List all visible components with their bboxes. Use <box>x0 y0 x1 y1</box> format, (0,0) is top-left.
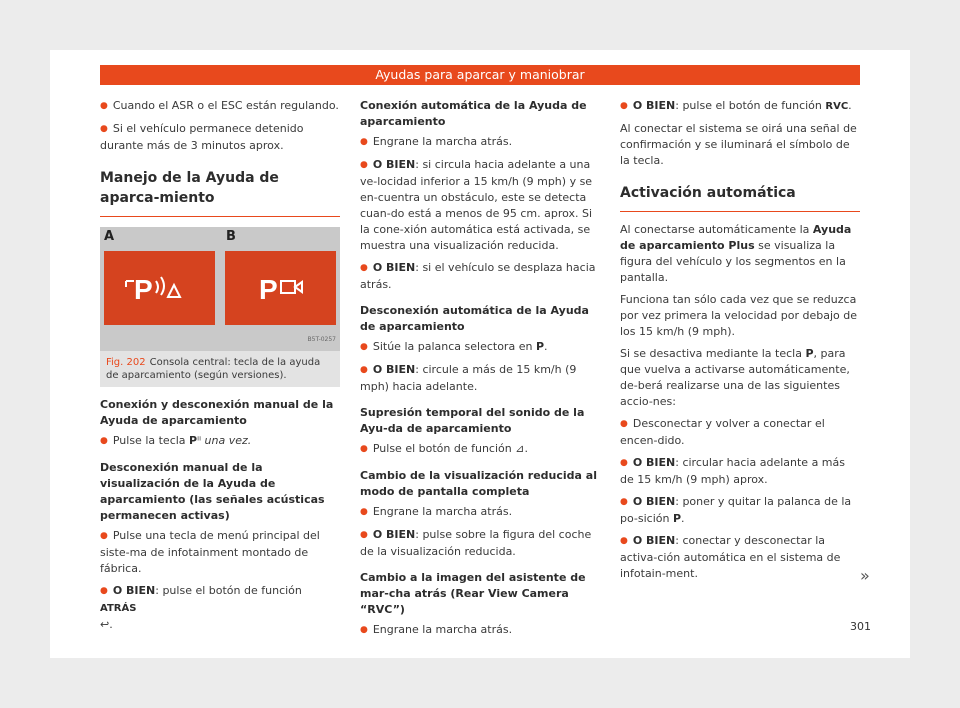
page-header: Ayudas para aparcar y maniobrar <box>100 65 860 85</box>
parking-key-icon: P <box>189 434 198 447</box>
bullet-icon: ● <box>360 342 368 352</box>
parking-sensor-icon <box>104 251 215 325</box>
list-item: ● O BIEN: poner y quitar la palanca de la po-sición P. <box>620 495 852 525</box>
list-item: ● O BIEN: circular hacia adelante a más de 15 km/h (9 mph) aprox. <box>620 456 845 486</box>
bullet-icon: ● <box>620 536 628 546</box>
bullet-icon: ● <box>360 263 368 273</box>
column-2 <box>360 98 600 645</box>
list-item: ● O BIEN: pulse el botón de función RVC. <box>620 99 852 112</box>
list-item: ● Desconectar y volver a conectar el encen-dido. <box>620 417 825 447</box>
back-arrow-icon: ↩. <box>100 618 113 631</box>
bullet-icon: ● <box>100 531 108 541</box>
list-item: ● Engrane la marcha atrás. <box>360 505 513 518</box>
subheading: Cambio a la imagen del asistente de mar-cha atrás (Rear View Camera “RVC”) <box>360 571 586 616</box>
list-item: ● Si el vehículo permanece detenido durante más de 3 minutos aprox. <box>100 122 304 152</box>
parking-camera-icon <box>225 251 336 325</box>
list-item: ● Engrane la marcha atrás. <box>360 135 513 148</box>
list-item: ● Pulse una tecla de menú principal del siste-ma de infotainment montado de fábrica. <box>100 529 320 575</box>
paragraph: Al conectarse automáticamente la Ayuda de aparcamiento Plus se visualiza la figura del vehículo y los segmentos en la pantalla. <box>620 223 852 284</box>
subheading: Conexión automática de la Ayuda de aparcamiento <box>360 99 587 128</box>
column-1 <box>100 98 340 639</box>
column-3 <box>620 98 860 588</box>
bullet-icon: ● <box>360 507 368 517</box>
parking-button-panel-b <box>225 251 336 325</box>
list-item: ● Sitúe la palanca selectora en P. <box>360 340 548 353</box>
bullet-icon: ● <box>620 497 628 507</box>
svg-text:P: P <box>134 274 153 305</box>
page-number: 301 <box>850 620 871 633</box>
list-item: ● O BIEN: conectar y desconectar la activa-ción automática en el sistema de infotain-ment. <box>620 534 841 580</box>
list-item: ● O BIEN: si circula hacia adelante a una ve-locidad inferior a 15 km/h (9 mph) y se en-cuentra un obstáculo, este se detecta cuan-do está a menos de 95 cm. aprox. Si la cone-xión automática está activada, se muestra una visualización reducida. <box>360 158 593 252</box>
bullet-icon: ● <box>360 160 368 170</box>
mute-icon: ⊿ <box>515 442 525 455</box>
figure-202 <box>100 227 340 351</box>
subheading: Desconexión automática de la Ayuda de aparcamiento <box>360 304 589 333</box>
bullet-icon: ● <box>100 101 108 111</box>
list-item: ● O BIEN: pulse sobre la figura del coche de la visualización reducida. <box>360 528 592 558</box>
figure-label-b: B <box>226 229 236 244</box>
figure-caption: Fig. 202 Consola central: tecla de la ayuda de aparcamiento (según versiones). <box>100 351 340 387</box>
paragraph: Al conectar el sistema se oirá una señal de confirmación y se iluminará el símbolo de la tecla. <box>620 122 857 167</box>
figure-code: B5T-0257 <box>307 336 336 343</box>
paragraph: Si se desactiva mediante la tecla P, para que vuelva a activarse automáticamente, de-berá realizarse una de las siguientes accio-nes: <box>620 347 850 408</box>
bullet-icon: ● <box>100 586 108 596</box>
figure-label-a: A <box>104 229 115 244</box>
bullet-icon: ● <box>360 444 368 454</box>
continue-icon: » <box>860 566 870 585</box>
list-item: ● Cuando el ASR o el ESC están regulando. <box>100 99 339 112</box>
paragraph: Funciona tan sólo cada vez que se reduzca por vez primera la velocidad por debajo de los 15 km/h (9 mph). <box>620 293 857 338</box>
svg-text:P: P <box>259 274 278 305</box>
bullet-icon: ● <box>620 101 628 111</box>
parking-button-panel-a <box>104 251 215 325</box>
bullet-icon: ● <box>620 419 628 429</box>
list-item: ● Engrane la marcha atrás. <box>360 623 513 636</box>
bullet-icon: ● <box>360 625 368 635</box>
list-item: ● Pulse el botón de función ⊿. <box>360 442 528 455</box>
subheading: Cambio de la visualización reducida al modo de pantalla completa <box>360 469 597 498</box>
bullet-icon: ● <box>360 137 368 147</box>
bullet-icon: ● <box>620 458 628 468</box>
list-item: ● O BIEN: circule a más de 15 km/h (9 mph) hacia adelante. <box>360 363 577 393</box>
bullet-icon: ● <box>100 436 108 446</box>
parking-key-icon: P <box>805 347 814 360</box>
list-item: ● O BIEN: pulse el botón de función ATRÁS ↩. <box>100 584 302 631</box>
subheading: Desconexión manual de la visualización de la Ayuda de aparcamiento (las señales acústicas permanecen activas) <box>100 461 325 522</box>
section-title: Activación automática <box>620 183 860 212</box>
bullet-icon: ● <box>360 365 368 375</box>
list-item: ● Pulse la tecla Pⁱⁱ una vez. <box>100 434 252 447</box>
section-title: Manejo de la Ayuda de aparca-miento <box>100 168 340 217</box>
list-item: ● O BIEN: si el vehículo se desplaza hacia atrás. <box>360 261 596 291</box>
subheading: Conexión y desconexión manual de la Ayuda de aparcamiento <box>100 398 334 427</box>
bullet-icon: ● <box>360 530 368 540</box>
bullet-icon: ● <box>100 124 108 134</box>
subheading: Supresión temporal del sonido de la Ayu-da de aparcamiento <box>360 406 585 435</box>
